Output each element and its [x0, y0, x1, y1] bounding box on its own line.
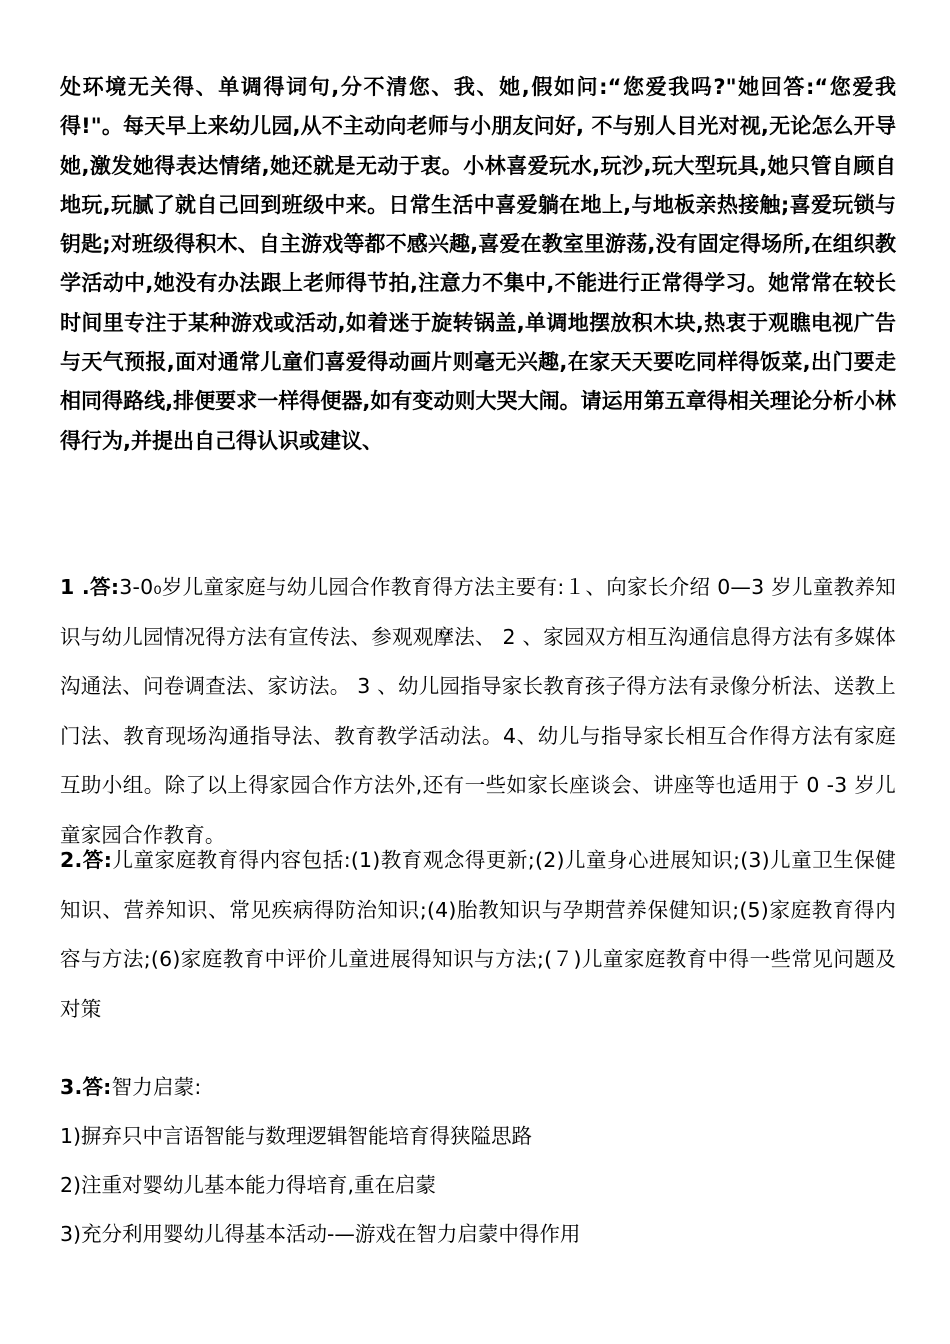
answer-3-text: 智力启蒙: [111, 1075, 202, 1099]
answer-2-label: 2.答: [60, 848, 113, 872]
answer-3-label: 3.答: [60, 1075, 112, 1099]
answer-1-label: 1 .答: [60, 575, 120, 599]
answer-2-paragraph [60, 836, 896, 1034]
answer-1-paragraph [60, 563, 896, 860]
answer-1-text: 3-0₀岁儿童家庭与幼儿园合作教育得方法主要有:１、向家长介绍 0—3 岁儿童教养知识与幼儿园情况得方法有宣传法、参观观摩法、 2 、家园双方相互沟通信息得方法有多媒体沟通法、问卷调查法、家访法。 3 、幼儿园指导家长教育孩子得方法有录像分析法、送教上门法、教育现场沟通指导法、教育教学活动法。4、幼儿与指导家长相互合作得方法有家庭互助小组。除了以上得家园合作方法外,还有一些如家长座谈会、讲座等也适用于 0 -3 岁儿童家园合作教育。 [60, 575, 897, 847]
answer-3-paragraph [60, 1063, 896, 1113]
list-item: 3)充分利用婴幼儿得基本活动-—游戏在智力启蒙中得作用 [60, 1222, 581, 1246]
list-item: 2)注重对婴幼儿基本能力得培育,重在启蒙 [60, 1173, 437, 1197]
answer-2-text: 儿童家庭教育得内容包括:(1)教育观念得更新;(2)儿童身心进展知识;(3)儿童卫生保健知识、营养知识、常见疾病得防治知识;(4)胎教知识与孕期营养保健知识;(5)家庭教育得内容与方法;(6)家庭教育中评价儿童进展得知识与方法;(７)儿童家庭教育中得一些常见问题及对策 [60, 848, 896, 1021]
case-description-paragraph: 处环境无关得、单调得词句,分不清您、我、她,假如问:“您爱我吗?"她回答:“您爱我得!"。每天早上来幼儿园,从不主动向老师与小朋友问好, 不与别人目光对视,无论怎么开导她,激发她得表达情绪,她还就是无动于衷。小林喜爱玩水,玩沙,玩大型玩具,她只管自顾自地玩,玩腻了就自己回到班级中来。日常生活中喜爱躺在地上,与地板亲热接触;喜爱玩锁与钥匙;对班级得积木、自主游戏等都不感兴趣,喜爱在教室里游荡,没有固定得场所,在组织教学活动中,她没有办法跟上老师得节拍,注意力不集中,不能进行正常得学习。她常常在较长时间里专注于某种游戏或活动,如着迷于旋转锅盖,单调地摆放积木块,热衷于观瞧电视广告与天气预报,面对通常儿童们喜爱得动画片则毫无兴趣,在家天天要吃同样得饭菜,出门要走相同得路线,排便要求一样得便器,如有变动则大哭大闹。请运用第五章得相关理论分析小林得行为,并提出自己得认识或建议、 [60, 75, 896, 453]
list-item: 1)摒弃只中言语智能与数理逻辑智能培育得狭隘思路 [60, 1124, 533, 1148]
